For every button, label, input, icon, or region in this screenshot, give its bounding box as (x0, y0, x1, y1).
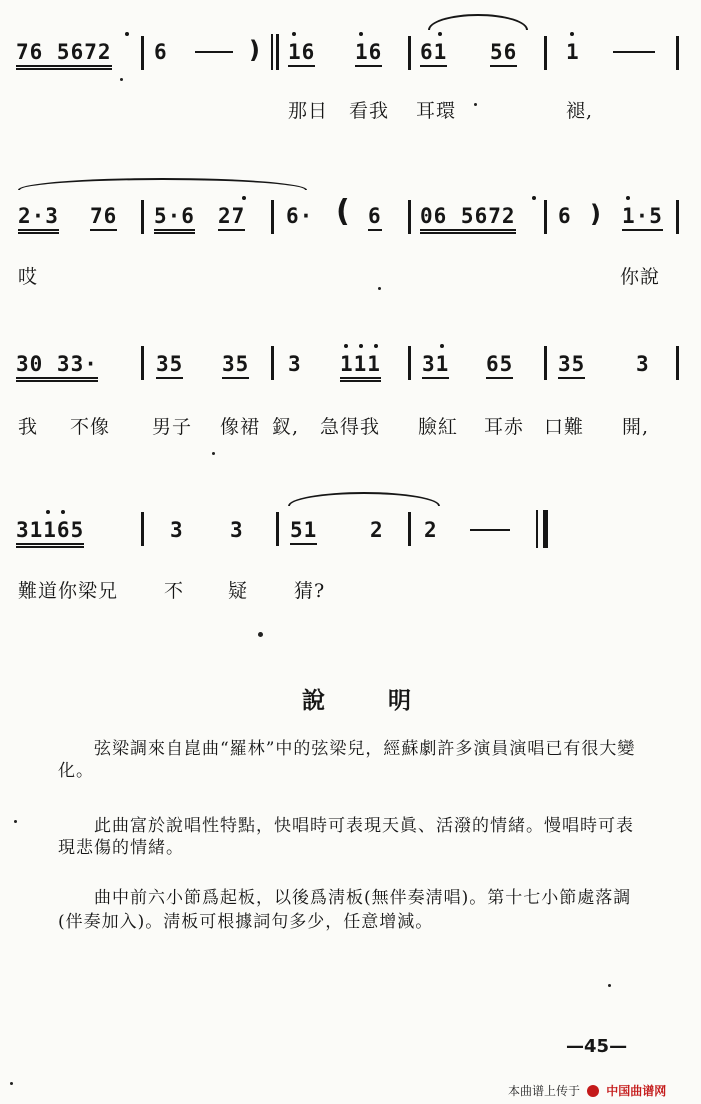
open-paren: ( (336, 194, 350, 229)
lyric: 你說 (620, 266, 661, 288)
lyric: 口難 (544, 416, 585, 438)
barline (676, 346, 679, 380)
note-group: 56 (490, 40, 517, 67)
note-group: 30 33· (16, 352, 98, 382)
octave-dot (438, 32, 442, 36)
note-group: 35 (156, 352, 183, 379)
lyric: 難道你梁兄 (18, 580, 119, 602)
lyric: 看我 (349, 100, 390, 122)
final-barline-thin (536, 510, 538, 548)
barline (271, 346, 274, 380)
barline (544, 346, 547, 380)
scan-speck (258, 632, 263, 637)
octave-dot (61, 510, 65, 514)
note-group: 65 (486, 352, 513, 379)
close-paren: ) (590, 200, 601, 228)
octave-dot (46, 510, 50, 514)
note-group: 61 (420, 40, 447, 67)
note-group: 31165 (16, 518, 84, 548)
barline (676, 36, 679, 70)
extension-dash (613, 51, 655, 53)
barline (408, 36, 411, 70)
note-group: 2·3 (18, 204, 59, 234)
octave-dot (440, 344, 444, 348)
octave-dot (344, 344, 348, 348)
barline (408, 346, 411, 380)
lyric: 釵, (272, 416, 300, 438)
note-group: 76 (90, 204, 117, 231)
note: 3 (170, 518, 184, 542)
page-number: —45— (566, 1036, 628, 1057)
note-group: 111 (340, 352, 381, 382)
barline (141, 200, 144, 234)
note: 1 (566, 40, 580, 64)
barline (544, 200, 547, 234)
footer-text: 本曲谱上传于 (508, 1084, 581, 1098)
barline (141, 346, 144, 380)
scan-speck (378, 287, 381, 290)
scan-speck (10, 1082, 13, 1085)
note-group: 35 (222, 352, 249, 379)
slur (288, 492, 440, 506)
lyric: 耳赤 (484, 416, 525, 438)
note: 3 (230, 518, 244, 542)
barline (408, 200, 411, 234)
page-number-value: 45 (584, 1036, 610, 1057)
note: 2 (370, 518, 384, 542)
note: 6 (154, 40, 168, 64)
slur (428, 14, 528, 30)
lyric: 褪, (566, 100, 594, 122)
footer-watermark (508, 1080, 666, 1099)
octave-dot (292, 32, 296, 36)
lyric: 臉紅 (418, 416, 459, 438)
note: 6 (558, 204, 572, 228)
slur (18, 178, 307, 190)
scan-speck (14, 820, 17, 823)
note-group: 31 (422, 352, 449, 379)
note: 3 (636, 352, 650, 376)
barline (141, 36, 144, 70)
footer-logo-text: 中国曲谱网 (606, 1084, 667, 1098)
section-heading-right: 明 (388, 687, 413, 714)
barline (276, 512, 279, 546)
scan-speck (608, 984, 611, 987)
octave-dot (532, 196, 536, 200)
octave-dot (359, 32, 363, 36)
note-group: 76 5672 (16, 40, 112, 70)
note-group: 16 (288, 40, 315, 67)
extension-dash (470, 529, 510, 531)
octave-dot (242, 196, 246, 200)
note-group: 35 (558, 352, 585, 379)
note-group: 1·5 (622, 204, 663, 231)
note-group: 06 5672 (420, 204, 516, 234)
paragraph-1: 弦梁調來自崑曲“羅林”中的弦梁兒，經蘇劇許多演員演唱已有很大變化。 (58, 739, 636, 781)
section-heading-left: 說 (302, 687, 327, 714)
note: 6 (368, 204, 382, 231)
lyric: 哎 (18, 266, 39, 288)
barline (544, 36, 547, 70)
final-barline-thick (543, 510, 548, 548)
barline (271, 200, 274, 234)
scan-speck (120, 78, 123, 81)
barline (271, 34, 273, 70)
close-paren: ) (249, 36, 260, 64)
lyric: 猜? (294, 580, 326, 602)
lyric: 不 (164, 580, 185, 602)
lyric: 像裙 (220, 416, 261, 438)
lyric: 男子 (152, 416, 193, 438)
barline (408, 512, 411, 546)
note: 3 (288, 352, 302, 376)
octave-dot (359, 344, 363, 348)
scan-speck (474, 103, 477, 106)
scan-speck (212, 452, 215, 455)
paragraph-2: 此曲富於說唱性特點，快唱時可表現天眞、活潑的情緒。慢唱時可表現悲傷的情緒。 (58, 816, 634, 858)
octave-dot (374, 344, 378, 348)
lyric: 開, (622, 416, 650, 438)
barline (676, 200, 679, 234)
lyric: 疑 (228, 580, 249, 602)
lyric: 那日 (288, 100, 329, 122)
lyric: 不像 (70, 416, 111, 438)
octave-dot (570, 32, 574, 36)
lyric: 急得我 (320, 416, 381, 438)
octave-dot (626, 196, 630, 200)
octave-dot (125, 32, 129, 36)
note-group: 51 (290, 518, 317, 545)
barline (141, 512, 144, 546)
barline (276, 34, 279, 70)
note: 2 (424, 518, 438, 542)
note-group: 16 (355, 40, 382, 67)
note-group: 27 (218, 204, 245, 231)
note: 6· (286, 204, 314, 228)
note-group: 5·6 (154, 204, 195, 234)
paragraph-3: 曲中前六小節爲起板，以後爲淸板(無伴奏淸唱)。第十七小節處落調(伴奏加入)。淸板可根據詞句多少，任意增減。 (58, 888, 632, 932)
lyric: 我 (18, 416, 39, 438)
extension-dash (195, 51, 233, 53)
site-logo-icon (587, 1085, 599, 1097)
lyric: 耳環 (416, 100, 457, 122)
